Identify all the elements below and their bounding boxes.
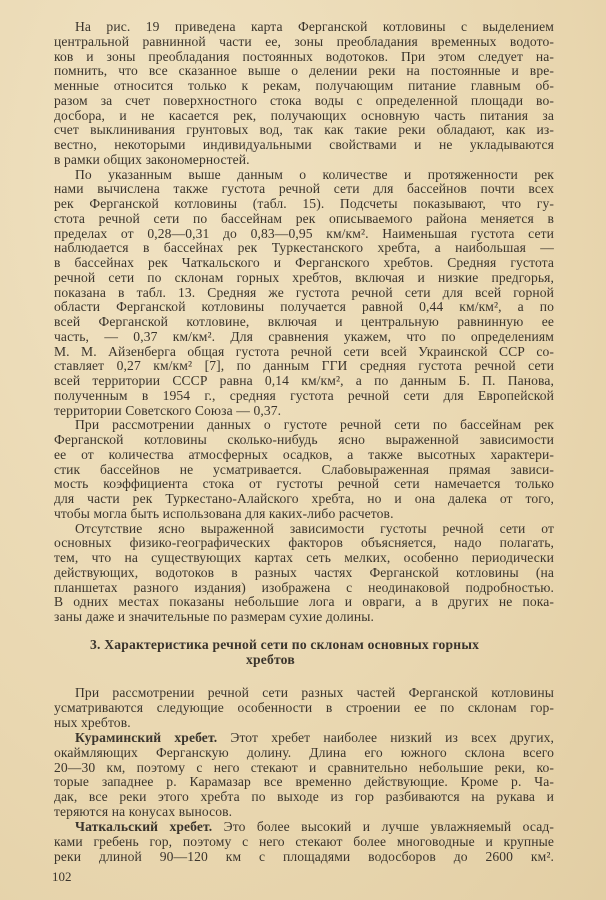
text-line: стота речной сети по бассейнам рек описываемого района меняется в: [54, 210, 554, 226]
text-line: центральной равнинной части ее, зоны преобладания временных водото-: [54, 33, 554, 49]
text-line: области Ферганской котловины получается равной 0,44 км/км², а по: [54, 299, 554, 315]
text-line: дак, все реки этого хребта по выходе из гор разбиваются на рукава и: [54, 789, 554, 805]
text-line: всей территории СССР равна 0,14 км/км², а по данным Б. П. Панова,: [54, 373, 554, 388]
text-line: для части рек Туркестано-Алайского хребта, но и она далека от того,: [54, 491, 554, 506]
text-line: В одних местах показаны небольшие лога и овраги, а в других не пока-: [54, 594, 554, 610]
text-line: всей Ферганской котловине, включая и центральную равнинную ее: [54, 314, 554, 329]
text-line: усматриваются следующие особенности в строении ее по склонам гор-: [54, 699, 554, 715]
text-line: показана в табл. 13. Средняя же густота речной сети для всей горной: [54, 284, 554, 300]
text-line: ных хребтов.: [54, 714, 131, 730]
text-line: ставляет 0,27 км/км² [7], по данным ГГИ средняя густота речной сети: [54, 358, 554, 374]
text-line: Отсутствие ясно выраженной зависимости густоты речной сети от: [75, 520, 554, 536]
text-line: пределах от 0,28—0,31 до 0,83—0,95 км/км². Наименьшая густота сети: [54, 225, 554, 241]
text-line: 20—30 км, поэтому с него стекают и сравнительно небольшие реки, ко-: [54, 759, 554, 775]
text-line: чтобы могла быть использована для каких-либо расчетов.: [54, 505, 394, 521]
text-line: тем, что на существующих картах сеть мелких, особенно периодически: [54, 550, 554, 565]
text-line: Кураминский хребет. Этот хребет наиболее низкий из всех других,: [75, 729, 554, 745]
run-in-heading: Кураминский хребет.: [75, 729, 218, 745]
text-line: стик бассейнов не усматривается. Слабовыраженная прямая зависи-: [54, 461, 554, 477]
text-line: При рассмотрении данных о густоте речной сети по бассейнам рек: [75, 417, 554, 433]
text-line: реки длиной 90—120 км с площадями водосборов до 2600 км².: [54, 848, 554, 864]
text-line: теряются на конусах выносов.: [54, 804, 233, 820]
text-line: речной сети по склонам горных хребтов, включая и низкие предгорья,: [54, 269, 554, 285]
text-line: наблюдается в бассейнах рек Туркестанского хребта, а наибольшая —: [54, 240, 554, 256]
text-line: действующих, водотоков в разных частях Ферганской котловины (на: [54, 564, 554, 580]
run-in-heading: Чаткальский хребет.: [75, 819, 213, 835]
text-line: основных физико-географических факторов объясняется, надо полагать,: [54, 535, 554, 551]
text-line: Ферганской котловины сколько-нибудь ясно выраженной зависимости: [54, 432, 554, 447]
text-line: вестно, некоторыми индивидуальными свойствами и не укладываются: [54, 137, 554, 152]
text-line: полученным в 1954 г., средняя густота речной сети для Европейской: [54, 387, 554, 403]
text-line: заны даже и значительные по размерам сухие долины.: [54, 609, 375, 624]
text-line: ее от количества атмосферных осадков, а также высотных характери-: [54, 446, 554, 462]
text-line: в рамки общих закономерностей.: [54, 151, 250, 167]
text-line: в бассейнах рек Чаткальского и Ферганского хребтов. Средняя густота: [54, 255, 554, 270]
text-line: территории Советского Союза — 0,37.: [54, 402, 282, 418]
text-line: рек Ферганской котловины (табл. 15). Подсчеты показывают, что гу-: [54, 196, 554, 211]
text-line: М. М. Айзенберга общая густота речной сети всей Украинской ССР со-: [54, 343, 554, 359]
text-line: досбора, и не касается рек, получающих основную часть питания за: [54, 107, 554, 123]
text-line: ками гребень гор, поэтому с него стекают более многоводные и крупные: [54, 834, 554, 849]
text-line: При рассмотрении речной сети разных частей Ферганской котловины: [75, 685, 554, 700]
text-line: помнить, что все сказанное выше о делении реки на постоянные и вре-: [54, 63, 554, 79]
text-line: По указанным выше данным о количестве и протяженности рек: [75, 166, 554, 182]
text-line: мость коэффициента стока от густоты речной сети намечается только: [54, 476, 554, 492]
text-line: нами вычислена также густота речной сети для бассейнов почти всех: [54, 181, 554, 197]
text-line: ков и зоны преобладания постоянных водотоков. При этом следует на-: [54, 48, 554, 64]
text-line: разом за счет поверхностного стока воды с определенной площади во-: [54, 92, 554, 108]
text-line: планшетах разного издания) изображена с неодинаковой подробностью.: [54, 579, 554, 595]
text-line: На рис. 19 приведена карта Ферганской котловины с выделением: [75, 19, 554, 34]
section-heading-line-2: хребтов: [246, 652, 295, 667]
text-line: часть, — 0,37 км/км². Для сравнения укажем, что по определениям: [54, 328, 554, 344]
text-line: торые западнее р. Карамазар все временно действующие. Кроме р. Ча-: [54, 774, 554, 790]
page-number: 102: [52, 869, 72, 884]
text-line: окаймляющих Ферганскую долину. Длина его южного склона всего: [54, 744, 554, 760]
text-line: менные относится только к рекам, получающим питание главным об-: [54, 78, 554, 93]
section-heading-line-1: 3. Характеристика речной сети по склонам основных горных: [90, 637, 480, 652]
text-line: счет выклинивания грунтовых вод, так как такие реки обладают, как из-: [54, 122, 554, 138]
text-line: Чаткальский хребет. Это более высокий и лучше увлажняемый осад-: [75, 819, 554, 835]
